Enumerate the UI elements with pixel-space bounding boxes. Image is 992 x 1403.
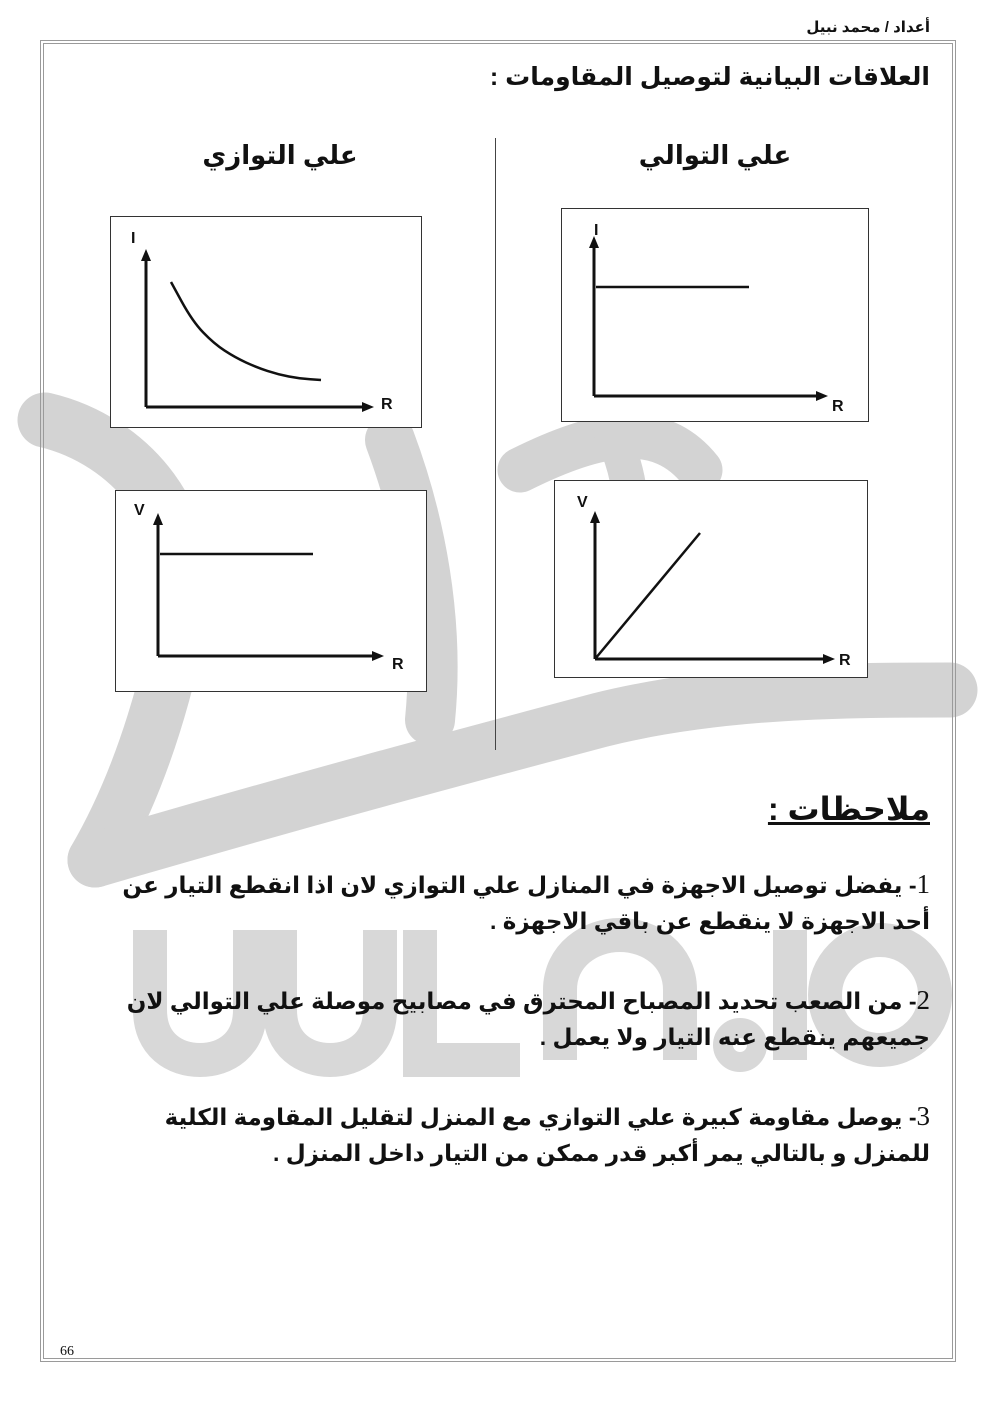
x-axis-label: R bbox=[832, 398, 844, 415]
notes-title: ملاحظات : bbox=[767, 791, 930, 827]
series-column-title: علي التوالي bbox=[638, 140, 792, 170]
graph-series-current-resistance bbox=[561, 208, 869, 422]
note-number: 1 bbox=[916, 869, 930, 899]
author-line: أعداد / محمد نبيل bbox=[806, 19, 930, 36]
graph-series-voltage-resistance bbox=[554, 480, 868, 678]
parallel-column-title: علي التوازي bbox=[202, 140, 358, 170]
y-axis-arrow bbox=[153, 513, 163, 525]
note-text: - يوصل مقاومة كبيرة علي التوازي مع المنزل لتقليل المقاومة الكلية للمنزل و بالتالي يمر أكبر قدر ممكن من التيار داخل المنزل . bbox=[164, 1104, 930, 1166]
y-axis-label: V bbox=[577, 494, 588, 511]
graph-parallel-voltage-resistance bbox=[115, 490, 427, 692]
note-item bbox=[90, 982, 930, 1055]
column-divider bbox=[495, 138, 496, 750]
y-axis-arrow bbox=[141, 249, 151, 261]
graph-parallel-voltage-resistance-svg bbox=[116, 491, 428, 693]
x-axis-label: R bbox=[392, 656, 404, 673]
graph-series-voltage-resistance-svg bbox=[555, 481, 869, 679]
y-axis-arrow bbox=[590, 511, 600, 523]
x-axis-label: R bbox=[381, 396, 393, 413]
page-title: العلاقات البيانية لتوصيل المقاومات : bbox=[489, 63, 930, 91]
note-item bbox=[90, 1098, 930, 1171]
x-axis-arrow bbox=[823, 654, 835, 664]
note-text: - من الصعب تحديد المصباح المحترق في مصابيح موصلة علي التوالي لان جميعهم ينقطع عنه التيار ولا يعمل . bbox=[126, 988, 930, 1050]
page-number: 66 bbox=[60, 1344, 74, 1359]
note-number: 3 bbox=[916, 1101, 930, 1131]
graph-series-current-resistance-svg bbox=[562, 209, 870, 423]
x-axis-arrow bbox=[362, 402, 374, 412]
y-axis-label: V bbox=[134, 502, 145, 519]
graph-parallel-current-resistance-svg bbox=[111, 217, 423, 429]
x-axis-arrow bbox=[816, 391, 828, 401]
note-number: 2 bbox=[916, 985, 930, 1015]
y-axis-label: I bbox=[131, 230, 136, 247]
y-axis-label: I bbox=[594, 222, 599, 239]
note-text: - يفضل توصيل الاجهزة في المنازل علي التوازي لان اذا انقطع التيار عن أحد الاجهزة لا ينقطع عن باقي الاجهزة . bbox=[122, 872, 930, 934]
graph-parallel-current-resistance bbox=[110, 216, 422, 428]
x-axis-label: R bbox=[839, 652, 851, 669]
linear-line bbox=[595, 533, 700, 659]
note-item bbox=[90, 866, 930, 939]
curve-decreasing bbox=[171, 282, 321, 380]
x-axis-arrow bbox=[372, 651, 384, 661]
